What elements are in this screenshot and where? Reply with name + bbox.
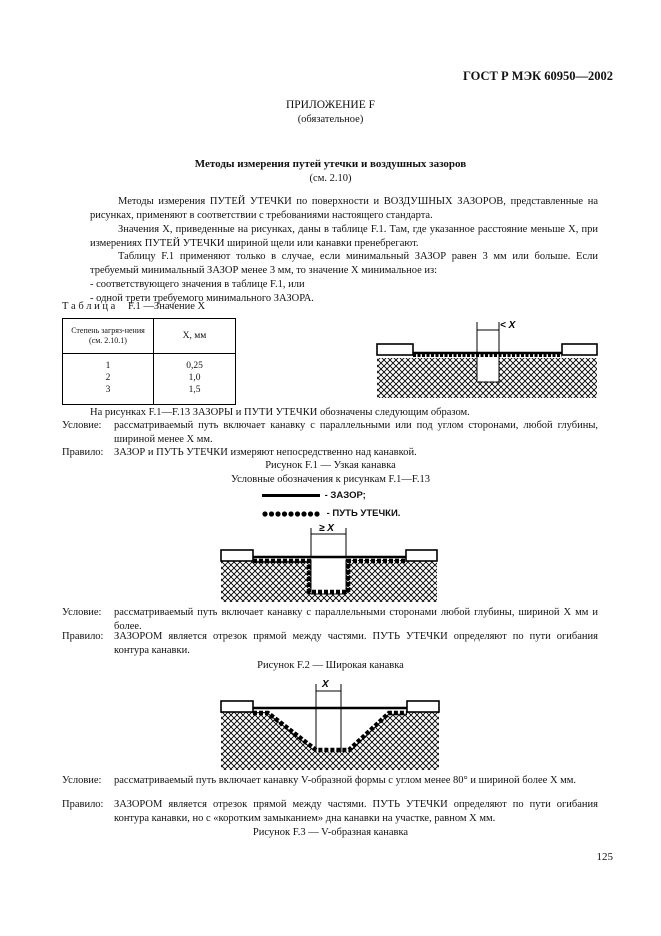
intro-paragraph-3: Таблицу F.1 применяют только в случае, если минимальный ЗАЗОР равен 3 мм или больше. Если требуемый минимальный ЗАЗОР менее 3 мм, то значение X минимальное из:: [90, 251, 598, 277]
table-header-degree: Степень загряз-нения (см. 2.10.1): [63, 319, 154, 354]
creepage-dots-swatch: [262, 511, 322, 517]
conductor-left: [221, 550, 253, 561]
condition-text: рассматриваемый путь включает канавку с параллельными сторонами любой глубины, шириной X мм и более.: [114, 607, 598, 632]
figure-f1-drawing: [372, 312, 602, 398]
figure-f1-caption: Рисунок F.1 — Узкая канавка: [265, 460, 396, 471]
table-caption-label: Т а б л и ц а: [62, 301, 116, 312]
rule-text: ЗАЗОРОМ является отрезок прямой между частями. ПУТЬ УТЕЧКИ определяют по пути огибания контура канавки, но с «коротким замыканием» дна канавки на участке, равном X мм.: [114, 799, 598, 824]
intro-paragraph-1: Методы измерения ПУТЕЙ УТЕЧКИ по поверхности и ВОЗДУШНЫХ ЗАЗОРОВ, представленные на рисунках, применяют в соответствии с требованиями настоящего стандарта.: [90, 196, 598, 221]
appendix-heading: [0, 98, 661, 127]
condition-label: Условие:: [62, 775, 102, 786]
substrate-hatch: [221, 560, 437, 602]
table-degree: 1: [105, 361, 111, 372]
fig3-condition: [62, 774, 598, 788]
table-degree: 3: [105, 384, 111, 395]
condition-label: Условие:: [62, 607, 102, 618]
table-caption: [62, 300, 205, 314]
fig1-condition: [62, 419, 598, 447]
table-caption-text: F.1 —Значение X: [127, 301, 206, 312]
figure-f2-drawing: [216, 520, 442, 602]
fig1-rule: [62, 446, 598, 460]
section-title: Методы измерения путей утечки и воздушных зазоров: [194, 158, 467, 170]
conductor-right: [406, 550, 437, 561]
figure-f2-caption: Рисунок F.2 — Широкая канавка: [257, 660, 404, 671]
table-f1: [62, 318, 236, 405]
figure-f3-caption: Рисунок F.3 — V-образная канавка: [252, 827, 409, 838]
table-value: 1,0: [188, 373, 201, 384]
figure-f2-label: ≥ X: [319, 523, 334, 534]
conductor-left: [377, 344, 413, 355]
rule-label: Правило:: [62, 799, 104, 810]
standard-header: ГОСТ Р МЭК 60950—2002: [463, 69, 613, 83]
intro-list-item-1: - соответствующего значения в таблице F.1, или: [90, 279, 305, 291]
appendix-subtitle: (обязательное): [297, 114, 364, 126]
conductor-left: [221, 701, 253, 712]
intro-paragraph-2: Значения X, приведенные на рисунках, даны в таблице F.1. Там, где указанное расстояние меньше X, при измерениях ПУТЕЙ УТЕЧКИ шириной щели или канавки пренебрегают.: [90, 223, 598, 249]
rule-text: ЗАЗОР и ПУТЬ УТЕЧКИ измеряют непосредственно над канавкой.: [114, 447, 417, 458]
substrate-hatch: [221, 712, 439, 770]
table-value: 1,5: [188, 384, 201, 395]
legend-title: Условные обозначения к рисункам F.1—F.13: [230, 474, 431, 485]
rule-label: Правило:: [62, 447, 104, 458]
table-header-x: X, мм: [154, 319, 236, 354]
legend-creep: [262, 507, 400, 521]
rule-text: ЗАЗОРОМ является отрезок прямой между частями. ПУТЬ УТЕЧКИ определяют по пути огибания контура канавки.: [114, 631, 598, 656]
figure-f3-label: X: [322, 679, 329, 690]
condition-text: рассматриваемый путь включает канавку V-образной формы с углом менее 80° и шириной более X мм.: [114, 775, 577, 786]
figure-f1-label: < X: [500, 320, 516, 331]
table-cell-values: [154, 354, 236, 405]
legend-creep-label: - ПУТЬ УТЕЧКИ.: [326, 508, 401, 519]
substrate-hatch: [377, 358, 597, 398]
fig2-rule: [62, 630, 598, 658]
section-heading: [0, 157, 661, 185]
table-value: 0,25: [186, 361, 203, 372]
table-degree: 2: [105, 373, 111, 384]
legend-gap-label: - ЗАЗОР;: [324, 490, 366, 501]
fig1-intro: На рисунках F.1—F.13 ЗАЗОРЫ и ПУТИ УТЕЧКИ обозначены следующим образом.: [90, 407, 470, 418]
intro-list-item-2: - одной трети требуемого минимального ЗАЗОРА.: [90, 293, 314, 305]
appendix-title: ПРИЛОЖЕНИЕ F: [285, 99, 376, 111]
section-ref: (см. 2.10): [309, 172, 352, 184]
conductor-right: [562, 344, 597, 355]
intro-text: [90, 195, 598, 306]
condition-label: Условие:: [62, 420, 102, 431]
table-cell-degrees: [63, 354, 154, 405]
conductor-right: [407, 701, 439, 712]
page-number: 125: [596, 851, 613, 863]
rule-label: Правило:: [62, 631, 104, 642]
clearance-line-swatch: [262, 494, 320, 497]
fig3-rule: [62, 798, 598, 826]
condition-text: рассматриваемый путь включает канавку с параллельными или под углом сторонами, любой глубины, шириной менее X мм.: [114, 420, 598, 445]
legend-gap: [262, 489, 366, 503]
figure-f3-drawing: [216, 676, 444, 770]
